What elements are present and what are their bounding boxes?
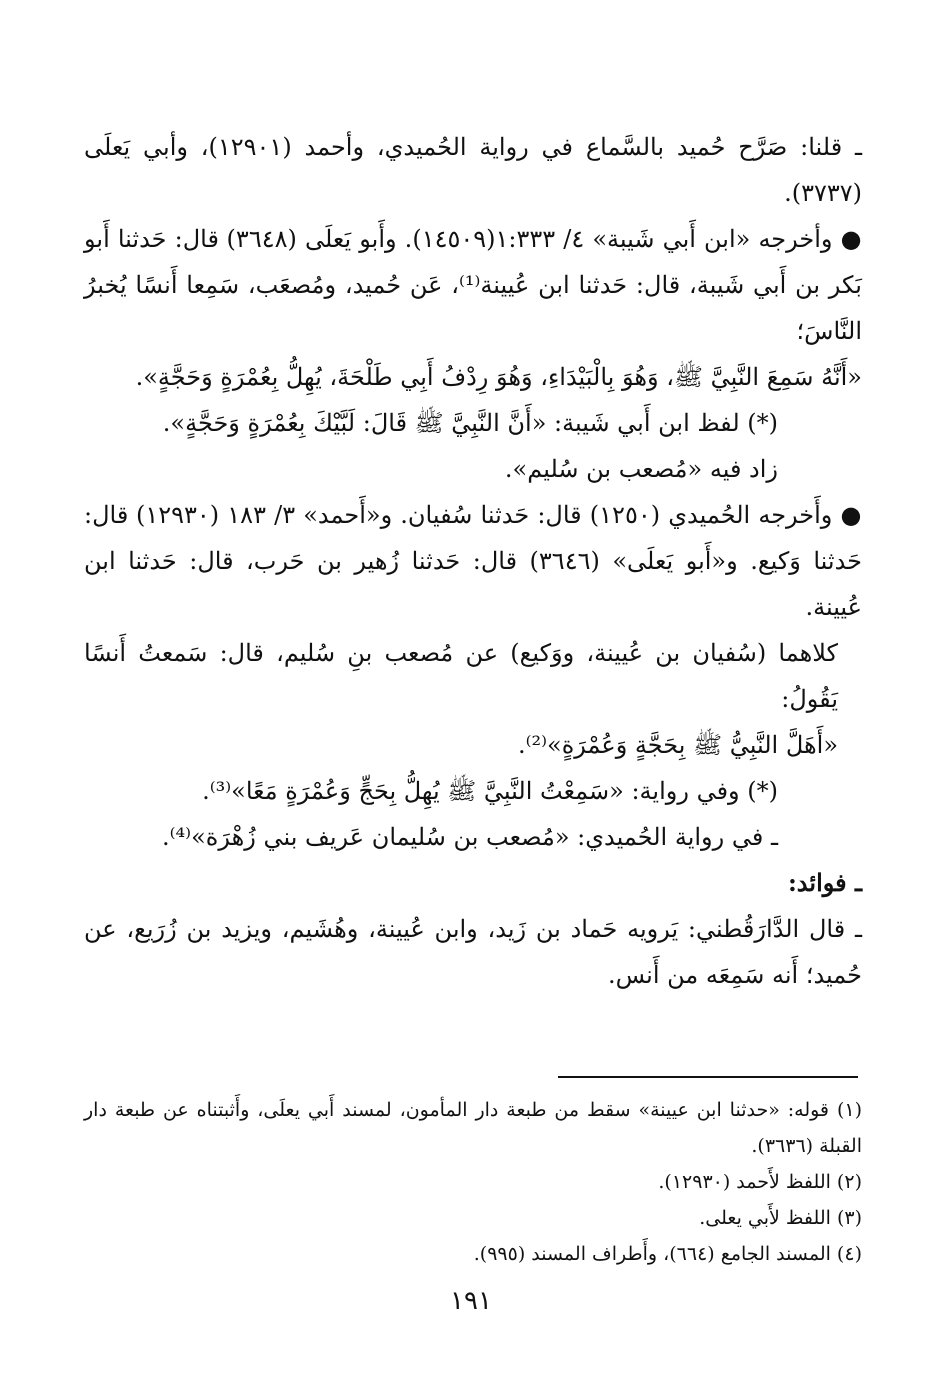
footnote-3: (٣) اللفظ لأَبي يعلى. xyxy=(699,1207,862,1229)
paragraph-takhrij-humaydi: ● وأَخرجه الحُميدي (١٢٥٠) قال: حَدثنا سُفيان. و«أَحمد» ٣/ ١٨٣ (١٢٩٣٠) قال: حَدثنا وَكيع. و«أَبو يَعلَى» (٣٦٤٦) قال: حَدثنا زُهير بن حَرب، قال: حَدثنا ابن عُيينة. xyxy=(84,501,863,621)
main-text xyxy=(84,124,862,998)
paragraph-daraqutni: ـ قال الدَّارَقُطني: يَرويه حَماد بن زَيد، وابن عُيينة، وهُشَيم، ويزيد بن زُرَيع، عن حُميد؛ أَنه سَمِعَه من أَنس. xyxy=(84,915,862,989)
note-fi-riwaya: (*) وفي رواية: «سَمِعْتُ النَّبِيَّ ﷺ يُهِلُّ بِحَجٍّ وَعُمْرَةٍ مَعًا»⁽³⁾. xyxy=(202,777,778,805)
footnote-4: (٤) المسند الجامع (٦٦٤)، وأَطراف المسند (٩٩٥). xyxy=(473,1243,862,1265)
page-number: ١٩١ xyxy=(450,1286,492,1316)
paragraph-kilahuma: كلاهما (سُفيان بن عُيينة، ووَكيع) عن مُصعب بنِ سُليم، قال: سَمعتُ أَنسًا يَقُولُ: xyxy=(84,639,838,713)
footnotes xyxy=(84,1092,862,1272)
footnote-divider xyxy=(558,1076,858,1078)
footnote-2: (٢) اللفظ لأَحمد (١٢٩٣٠). xyxy=(658,1171,862,1193)
paragraph-qulna: ـ قلنا: صَرَّح حُميد بالسَّماع في رواية الحُميدي، وأحمد (١٢٩٠١)، وأبي يَعلَى (٣٧٣٧). xyxy=(84,133,863,207)
hadith-text-1: «أَنَّهُ سَمِعَ النَّبِيَّ ﷺ، وَهُوَ بِالْبَيْدَاءِ، وَهُوَ رِدْفُ أَبِي طَلْحَةَ، يُهِلُّ بِعُمْرَةٍ وَحَجَّةٍ». xyxy=(135,363,862,391)
paragraph-takhrij-ibn-abi-shayba: ● وأخرجه «ابن أَبي شَيبة» ٤/ ١:٣٣٣(١٤٥٠٩). وأَبو يَعلَى (٣٦٤٨) قال: حَدثنا أَبو بَكر بن أَبي شَيبة، قال: حَدثنا ابن عُيينة⁽¹⁾، عَن حُميد، ومُصعَب، سَمِعا أَنسًا يُخبرُ النَّاسَ؛ xyxy=(84,225,862,345)
note-riwayat-humaydi: ـ في رواية الحُميدي: «مُصعب بن سُليمان عَريف بني زُهْرَة»⁽⁴⁾. xyxy=(162,823,778,851)
note-zad-fihi: زاد فيه «مُصعب بن سُليم». xyxy=(504,455,778,483)
heading-fawaid: ـ فوائد: xyxy=(787,868,862,897)
footnote-1: (١) قوله: «حدثنا ابن عيينة» سقط من طبعة دار المأمون، لمسند أَبي يعلَى، وأَثبتناه عن طبعة دار القبلة (٣٦٣٦). xyxy=(84,1099,862,1157)
hadith-text-2: «أَهَلَّ النَّبِيُّ ﷺ بِحَجَّةٍ وَعُمْرَةٍ»⁽²⁾. xyxy=(517,731,838,759)
note-lafz-ibn-abi-shayba: (*) لفظ ابن أَبي شَيبة: «أَنَّ النَّبِيَّ ﷺ قَالَ: لَبَّيْكَ بِعُمْرَةٍ وَحَجَّةٍ». xyxy=(162,409,778,437)
